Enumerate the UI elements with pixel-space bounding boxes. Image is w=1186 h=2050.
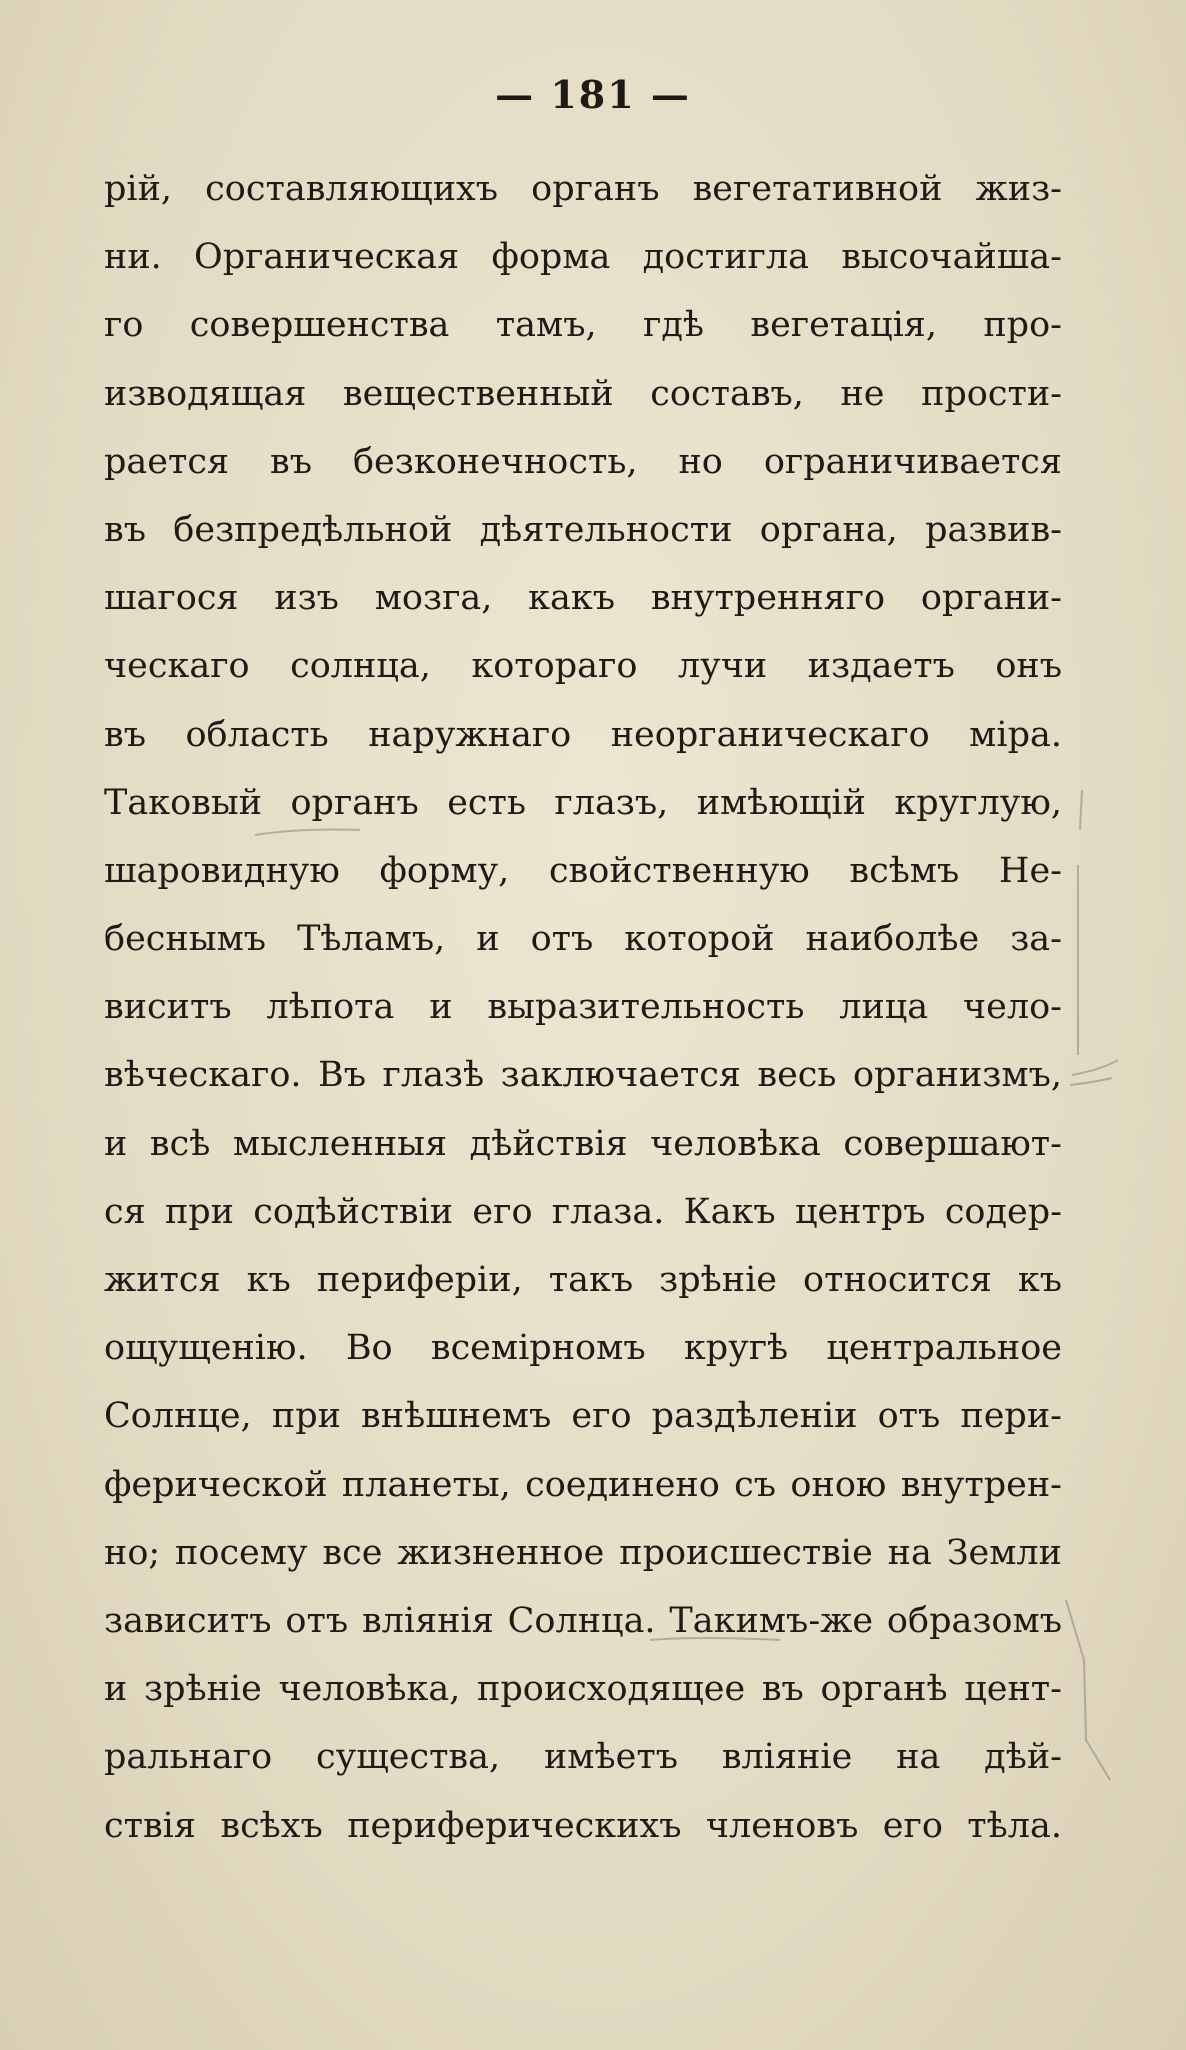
pencil-mark [1070,1078,1112,1085]
pencil-mark [1072,1060,1118,1075]
text-line: ощущенію. Во всемірномъ кругѣ центральное [104,1328,1062,1369]
body-text [104,155,1062,1860]
text-line: шаровидную форму, свойственную всѣмъ Не- [104,850,1062,891]
text-line: го совершенства тамъ, гдѣ вегетація, про- [104,305,1062,346]
text-line: въ область наружнаго неорганическаго міра. [104,714,1062,755]
text-line: шагося изъ мозга, какъ внутренняго органи- [104,578,1062,619]
text-line: виситъ лѣпота и выразительность лица чело- [104,987,1062,1028]
text-line: зависитъ отъ вліянія Солнца. Такимъ-же образомъ [104,1600,1062,1641]
text-line: ствія всѣхъ периферическихъ членовъ его тѣла. [104,1805,1062,1846]
pencil-mark [1080,790,1082,830]
text-line: и всѣ мысленныя дѣйствія человѣка совершают- [104,1123,1062,1164]
text-line: Таковый органъ есть глазъ, имѣющій круглую, [104,782,1062,823]
text-line: изводящая вещественный составъ, не прости- [104,373,1062,414]
pencil-mark [1066,1600,1110,1780]
text-line: и зрѣніе человѣка, происходящее въ органѣ цент- [104,1669,1062,1710]
text-line: въ безпредѣльной дѣятельности органа, развив- [104,509,1062,550]
text-line: рается въ безконечность, но ограничивается [104,441,1062,482]
text-line: ральнаго существа, имѣетъ вліяніе на дѣй- [104,1737,1062,1778]
text-line: Солнце, при внѣшнемъ его раздѣленіи отъ пери- [104,1396,1062,1437]
text-line: ческаго солнца, котораго лучи издаетъ онъ [104,646,1062,687]
text-line: беснымъ Тѣламъ, и отъ которой наиболѣе за- [104,919,1062,960]
text-line: ни. Органическая форма достигла высочайша- [104,237,1062,278]
text-line: вѣческаго. Въ глазѣ заключается весь организмъ, [104,1055,1062,1096]
text-line: но; посему все жизненное происшествіе на Земли [104,1532,1062,1573]
page-number: — 181 — [495,72,691,117]
text-line: ферической планеты, соединено съ оною внутрен- [104,1464,1062,1505]
text-line: рій, составляющихъ органъ вегетативной жиз- [104,169,1062,209]
text-line: ся при содѣйствіи его глаза. Какъ центръ содер- [104,1191,1062,1232]
text-line: жится къ периферіи, такъ зрѣніе относится къ [104,1260,1062,1300]
